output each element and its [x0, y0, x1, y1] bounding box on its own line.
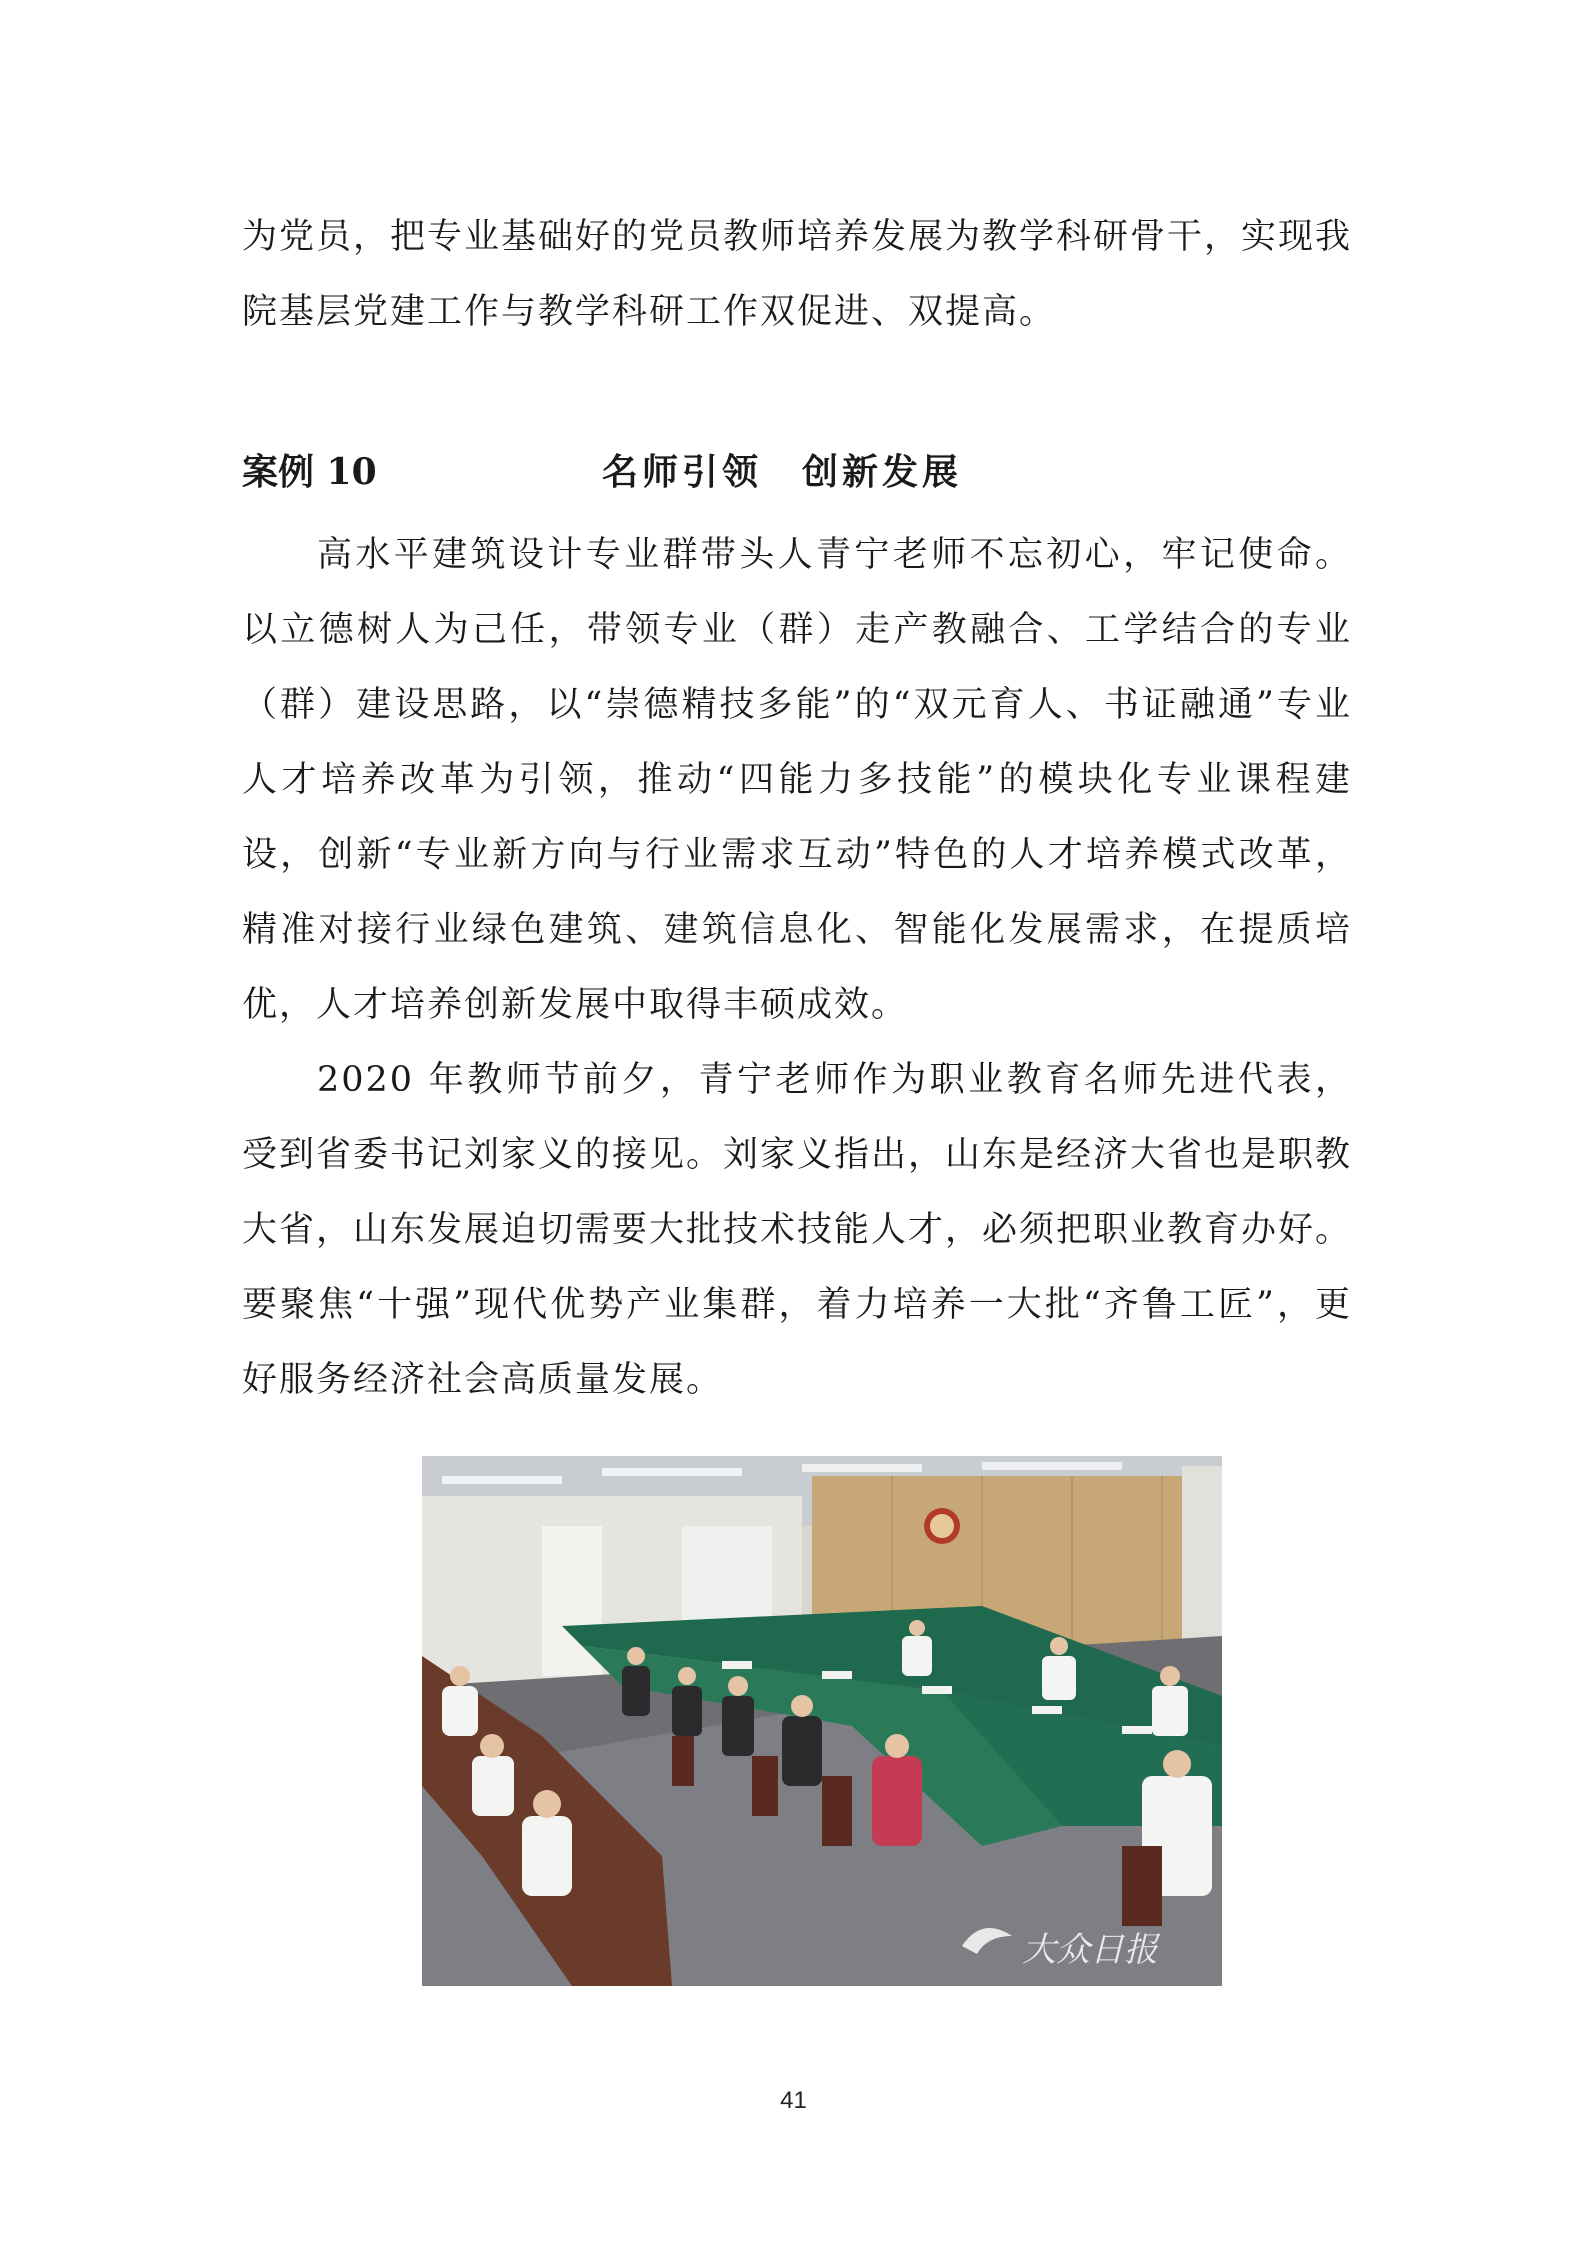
- page-number: 41: [780, 2087, 807, 2114]
- case-label: 案例 10: [242, 451, 377, 493]
- meeting-photo: [422, 1456, 1222, 1986]
- case-title: 名师引领 创新发展: [602, 451, 963, 493]
- body-paragraph-2: 2020 年教师节前夕，青宁老师作为职业教育名师先进代表，受到省委书记刘家义的接见。刘家义指出，山东是经济大省也是职教大省，山东发展迫切需要大批技术技能人才，必须把职业教育办好。要聚焦“十强”现代优势产业集群，着力培养一大批“齐鲁工匠”，更好服务经济社会高质量发展。: [242, 1060, 1353, 1400]
- case-heading: [242, 438, 1352, 498]
- intro-section: [242, 200, 1352, 350]
- intro-paragraph: 为党员，把专业基础好的党员教师培养发展为教学科研骨干，实现我院基层党建工作与教学科研工作双促进、双提高。: [242, 217, 1353, 332]
- photo-watermark: 大众日报: [1022, 1930, 1158, 1970]
- body-section: [242, 518, 1352, 1418]
- body-paragraph-1: 高水平建筑设计专业群带头人青宁老师不忘初心，牢记使命。以立德树人为己任，带领专业（群）走产教融合、工学结合的专业（群）建设思路，以“崇德精技多能”的“双元育人、书证融通”专业人才培养改革为引领，推动“四能力多技能”的模块化专业课程建设，创新“专业新方向与行业需求互动”特色的人才培养模式改革，精准对接行业绿色建筑、建筑信息化、智能化发展需求，在提质培优，人才培养创新发展中取得丰硕成效。: [242, 535, 1352, 1025]
